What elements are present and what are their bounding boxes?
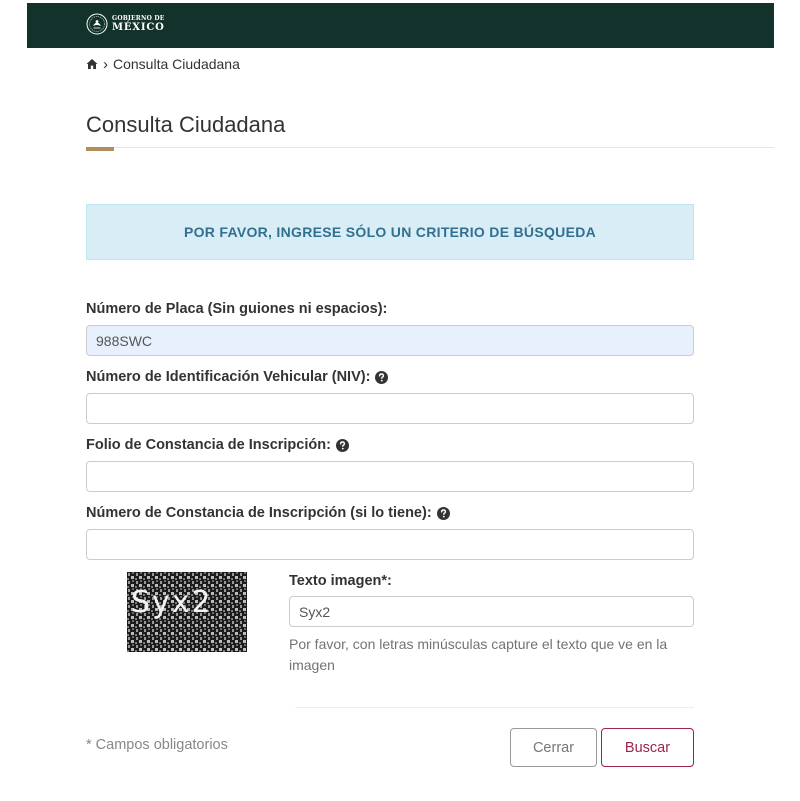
question-circle-icon[interactable] <box>437 507 450 520</box>
question-circle-icon[interactable] <box>375 371 388 384</box>
captcha-input[interactable] <box>289 596 694 627</box>
constancia-label <box>86 505 450 521</box>
breadcrumb-current: Consulta Ciudadana <box>113 56 240 72</box>
info-alert <box>86 204 694 260</box>
captcha-label: Texto imagen*: <box>289 573 392 589</box>
cerrar-button[interactable]: Cerrar <box>510 728 597 767</box>
alert-text: POR FAVOR, INGRESE SÓLO UN CRITERIO DE BÚSQUEDA <box>183 224 597 240</box>
constancia-input[interactable] <box>86 529 694 560</box>
folio-input[interactable] <box>86 461 694 492</box>
captcha-help-text: Por favor, con letras minúsculas capture el texto que ve en la imagen <box>289 636 668 673</box>
folio-label-text: Folio de Constancia de Inscripción: <box>86 437 331 453</box>
page-title: Consulta Ciudadana <box>86 112 286 137</box>
question-circle-icon[interactable] <box>336 439 349 452</box>
niv-input[interactable] <box>86 393 694 424</box>
form-divider <box>295 707 694 708</box>
title-accent-bar <box>86 147 114 151</box>
gobierno-mexico-logo[interactable] <box>86 13 165 35</box>
captcha-image <box>127 572 247 652</box>
niv-label <box>86 369 388 385</box>
breadcrumb-separator: › <box>103 55 108 73</box>
folio-label <box>86 437 349 453</box>
home-icon[interactable] <box>86 58 98 70</box>
buscar-button[interactable]: Buscar <box>601 728 694 767</box>
required-fields-note: * Campos obligatorios <box>86 737 228 753</box>
placa-label <box>86 301 387 317</box>
top-header-bar <box>27 3 774 48</box>
eagle-seal-icon <box>86 13 108 35</box>
logo-line-1: GOBIERNO DE <box>112 14 165 22</box>
logo-line-2: MÉXICO <box>112 21 165 33</box>
placa-label-text: Número de Placa (Sin guiones ni espacios): <box>86 301 388 317</box>
placa-input[interactable] <box>86 325 694 356</box>
captcha-text: Syx2 <box>131 585 213 620</box>
breadcrumb <box>86 55 240 73</box>
title-divider <box>86 147 774 148</box>
constancia-label-text: Número de Constancia de Inscripción (si lo tiene): <box>86 505 432 521</box>
niv-label-text: Número de Identificación Vehicular (NIV): <box>86 369 371 385</box>
